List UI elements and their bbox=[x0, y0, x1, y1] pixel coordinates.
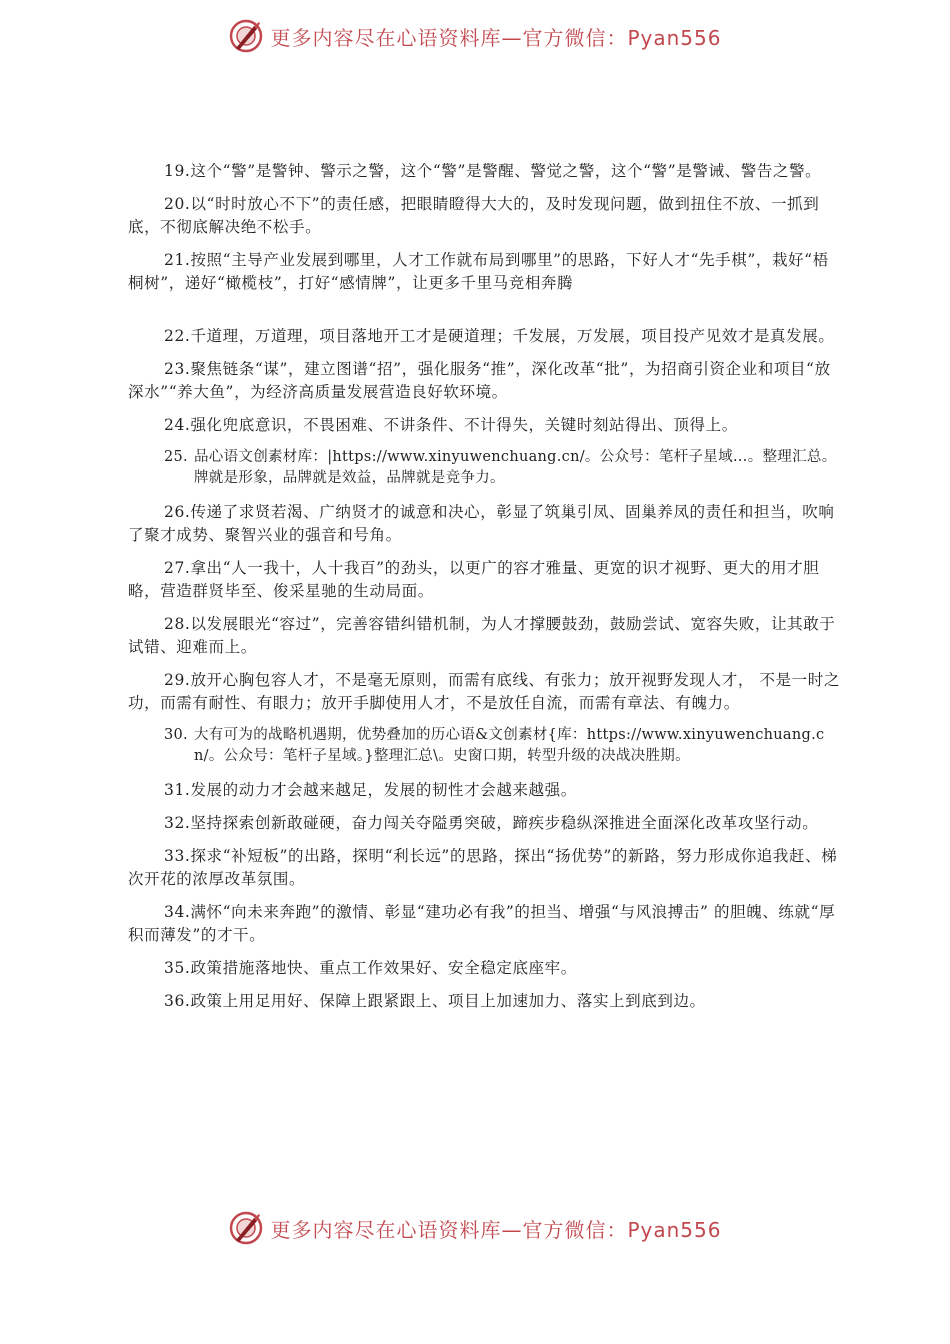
document-body bbox=[128, 160, 840, 1023]
header-banner-text: 更多内容尽在心语资料库—官方微信：Pyan556 bbox=[270, 25, 722, 50]
list-item: 27.拿出“人一我十，人十我百”的劲头，以更广的容才雅量、更宽的识才视野、更大的用才胆略，营造群贤毕至、俊采星驰的生动局面。 bbox=[128, 559, 820, 600]
list-item: 21.按照“主导产业发展到哪里，人才工作就布局到哪里”的思路，下好人才“先手棋”，栽好“梧桐树”，递好“橄榄枝”，打好“感情牌”，让更多千里马竞相奔腾 bbox=[128, 251, 829, 292]
list-item: 31.发展的动力才会越来越足，发展的韧性才会越来越强。 bbox=[164, 781, 577, 799]
list-item: 32.坚持探索创新敢碰硬，奋力闯关夺隘勇突破，蹄疾步稳纵深推进全面深化改革攻坚行动。 bbox=[164, 814, 819, 832]
list-item: 29.放开心胸包容人才，不是毫无原则，而需有底线、有张力；放开视野发现人才， 不是一时之功，而需有耐性、有眼力；放开手脚使用人才，不是放任自流，而需有章法、有魄力。 bbox=[128, 671, 840, 712]
list-item: 25. 品心语文创素材库：|https://www.xinyuwenchuang.cn/。公众号：笔杆子星域…。整理汇总。牌就是形象，品牌就是效益，品牌就是竞争力。 bbox=[164, 449, 837, 486]
list-item: 23.聚焦链条“谋”，建立图谱“招”，强化服务“推”，深化改革“批”，为招商引资企业和项目“放深水”“养大鱼”，为经济高质量发展营造良好软环境。 bbox=[128, 360, 831, 401]
list-item: 35.政策措施落地快、重点工作效果好、安全稳定底座牢。 bbox=[164, 959, 577, 977]
list-item: 26.传递了求贤若渴、广纳贤才的诚意和决心，彰显了筑巢引凤、固巢养凤的责任和担当，吹响了聚才成势、聚智兴业的强音和号角。 bbox=[128, 503, 835, 544]
list-item: 24.强化兜底意识，不畏困难、不讲条件、不计得失，关键时刻站得出、顶得上。 bbox=[164, 416, 738, 434]
list-item: 20.以“时时放心不下”的责任感，把眼睛瞪得大大的，及时发现问题，做到扭住不放、一抓到底，不彻底解决绝不松手。 bbox=[128, 195, 820, 236]
quill-seal-icon bbox=[228, 18, 264, 54]
list-item: 34.满怀“向未来奔跑”的激情、彰显“建功必有我”的担当、增强“与风浪搏击” 的胆魄、练就“厚积而薄发”的才干。 bbox=[128, 903, 836, 944]
list-item: 36.政策上用足用好、保障上跟紧跟上、项目上加速加力、落实上到底到边。 bbox=[164, 992, 706, 1010]
list-item: 28.以发展眼光“容过”，完善容错纠错机制，为人才撑腰鼓劲，鼓励尝试、宽容失败，让其敢于试错、迎难而上。 bbox=[128, 615, 836, 656]
list-item: 30. 大有可为的战略机遇期，优势叠加的历心语&文创素材{库：https://www.xinyuwenchuang.cn/。公众号：笔杆子星域。}整理汇总\。史窗口期，转型升级的决战决胜期。 bbox=[164, 727, 825, 764]
footer-banner bbox=[0, 1208, 950, 1248]
list-item: 19.这个“警”是警钟、警示之警，这个“警”是警醒、警觉之警，这个“警”是警诫、警告之警。 bbox=[164, 162, 822, 180]
header-banner bbox=[0, 16, 950, 56]
list-item: 33.探求“补短板”的出路，探明“利长远”的思路，探出“扬优势”的新路，努力形成你追我赶、梯次开花的浓厚改革氛围。 bbox=[128, 847, 838, 888]
footer-banner-text: 更多内容尽在心语资料库—官方微信：Pyan556 bbox=[270, 1217, 722, 1242]
quill-seal-icon bbox=[228, 1210, 264, 1246]
list-item: 22.千道理，万道理，项目落地开工才是硬道理；千发展，万发展，项目投产见效才是真发展。 bbox=[164, 327, 835, 345]
